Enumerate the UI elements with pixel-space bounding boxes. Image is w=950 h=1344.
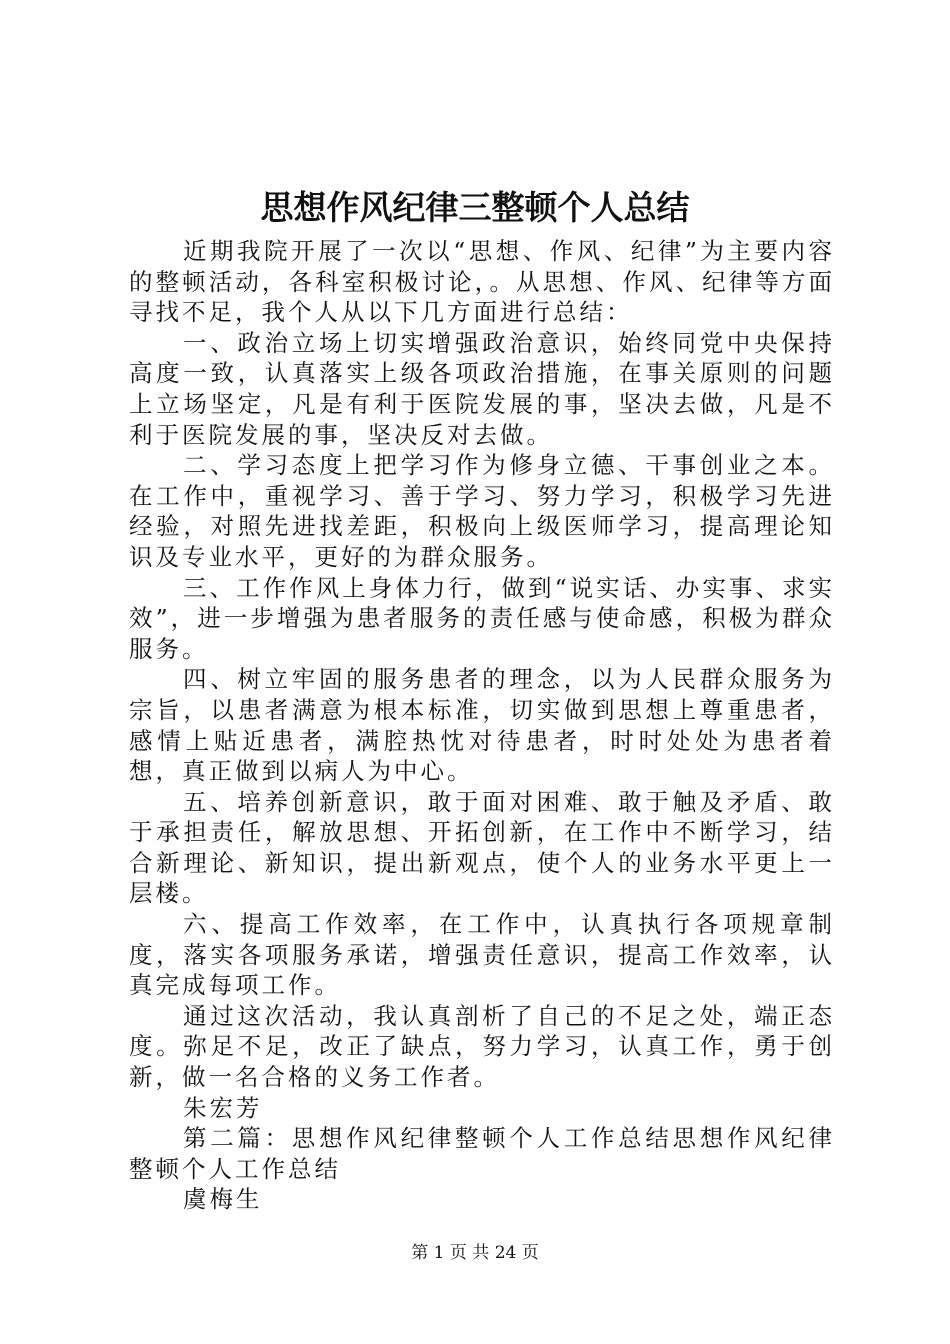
paragraph-point-3: 三、工作作风上身体力行，做到“说实话、办实事、求实效”，进一步增强为患者服务的责任感与使命感，积极为群众服务。	[129, 573, 835, 663]
document-body	[129, 236, 835, 1215]
page-number-footer: 第 1 页 共 24 页	[411, 1243, 539, 1263]
paragraph-intro: 近期我院开展了一次以“思想、作风、纪律”为主要内容的整顿活动，各科室积极讨论，。从思想、作风、纪律等方面寻找不足，我个人从以下几方面进行总结：	[129, 237, 835, 327]
paragraph-point-5: 五、培养创新意识，敢于面对困难、敢于触及矛盾、敢于承担责任，解放思想、开拓创新，在工作中不断学习，结合新理论、新知识，提出新观点，使个人的业务水平更上一层楼。	[129, 787, 835, 908]
second-author-name: 虞梅生	[183, 1185, 263, 1214]
second-article-heading: 第二篇：思想作风纪律整顿个人工作总结思想作风纪律整顿个人工作总结	[129, 1124, 835, 1183]
paragraph-point-1: 一、政治立场上切实增强政治意识，始终同党中央保持高度一致，认真落实上级各项政治措施，在事关原则的问题上立场坚定，凡是有利于医院发展的事，坚决去做，凡是不利于医院发展的事，坚决反对去做。	[129, 328, 835, 449]
paragraph-point-6: 六、提高工作效率，在工作中，认真执行各项规章制度，落实各项服务承诺，增强责任意识，提高工作效率，认真完成每项工作。	[129, 910, 835, 1000]
document-title: 思想作风纪律三整顿个人总结	[260, 188, 690, 227]
paragraph-point-4: 四、树立牢固的服务患者的理念，以为人民群众服务为宗旨，以患者满意为根本标准，切实做到思想上尊重患者，感情上贴近患者，满腔热忱对待患者，时时处处为患者着想，真正做到以病人为中心。	[129, 665, 835, 786]
author-name: 朱宏芳	[183, 1093, 263, 1122]
paragraph-point-2: 二、学习态度上把学习作为修身立德、干事创业之本。在工作中，重视学习、善于学习、努力学习，积极学习先进经验，对照先进找差距，积极向上级医师学习，提高理论知识及专业水平，更好的为群众服务。	[129, 451, 835, 571]
paragraph-conclusion: 通过这次活动，我认真剖析了自己的不足之处，端正态度。弥足不足，改正了缺点，努力学习，认真工作，勇于创新，做一名合格的义务工作者。	[129, 1001, 835, 1092]
